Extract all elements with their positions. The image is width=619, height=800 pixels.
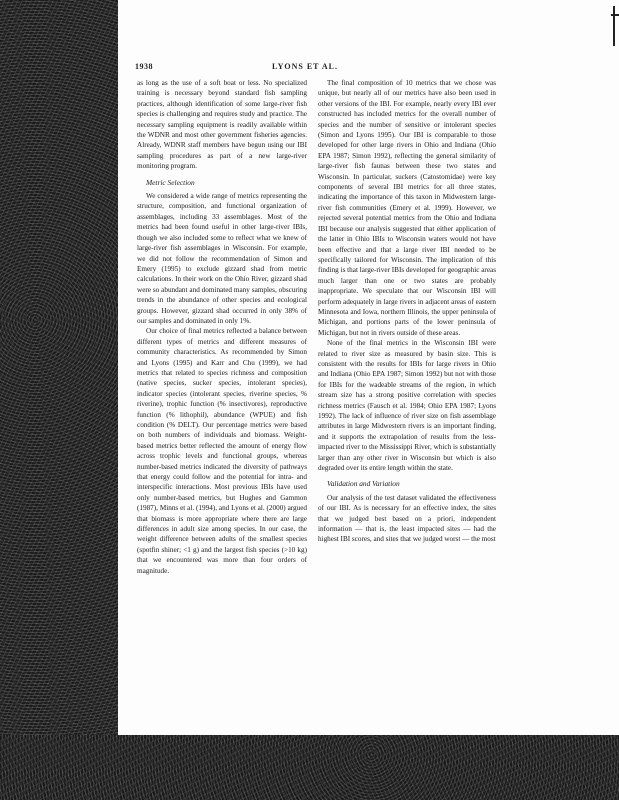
paragraph: Our choice of final metrics reflected a balance between different types of metrics and different measures of community characteristics. As recommended by Simon and Lyons (1995) and Karr and Chu (1999), we had metrics that related to species richness and composition (native species, sucker species, intolerant species), indicator species (intolerant species, riverine species, % riverine), trophic function (% insectivores), reproductive function (% lithophil), abundance (WPUE) and fish condition (% DELT). Our percentage metrics were based on both numbers of individuals and biomass. Weight-based metrics better reflected the amount of energy flow across trophic levels and functional groups, whereas number-based metrics indicated the diversity of pathways that energy could follow and the potential for intra- and interspecific interactions. Most previous IBIs have used only number-based metrics, but Hughes and Gammon (1987), Minns et al. (1994), and Lyons et al. (2000) argued that biomass is more appropriate where there are large differences in adult size among species. In our case, the weight difference between adults of the smallest species (spotfin shiner; <1 g) and the largest fish species (>10 kg) that we encountered was more than four orders of magnitude. (137, 327, 307, 575)
paragraph: None of the final metrics in the Wisconsin IBI were related to river size as measured by basin size. This is consistent with the results for IBIs for large rivers in Ohio and Indiana (Ohio EPA 1987; Simon 1992) but not with those for IBIs for the wadeable streams of the region, in which stream size has a strong positive correlation with species richness metrics (Fausch et al. 1984; Ohio EPA 1987; Lyons 1992). The lack of influence of river size on fish assemblage attributes in large Midwestern rivers is an important finding, and it supports the extrapolation of results from the less-impacted river to the Mississippi River, which is substantially larger than any other river in Wisconsin but which is also degraded over its entire length within the state. (318, 339, 496, 473)
page-number: 1938 (135, 62, 153, 71)
section-heading: Metric Selection (146, 177, 195, 187)
section-heading: Validation and Variation (327, 479, 400, 489)
scan-border-left (0, 0, 118, 800)
left-column (137, 78, 307, 576)
page-header (135, 62, 475, 76)
paragraph: Our analysis of the test dataset validated the effectiveness of our IBI. As is necessary for an effective index, the sites that we judged best based on a priori, independent information — that is, the least impacted sites — had the highest IBI scores, and sites that we judged worst — the most (318, 493, 496, 544)
scan-border-bottom (0, 735, 619, 800)
running-head: LYONS ET AL. (271, 62, 339, 71)
page-edge-mark (603, 6, 615, 46)
paragraph: We considered a wide range of metrics representing the structure, composition, and functional organization of assemblages, including 33 assemblages. Most of the metrics had been found useful in other large-river IBIs, though we also included some to reflect what we knew of large-river fish assemblages in Wisconsin. For example, we did not follow the recommendation of Simon and Emery (1995) to exclude gizzard shad from metric calculations. In their work on the Ohio River, gizzard shad were so abundant and dominated many samples, obscuring trends in the abundance of other species and ecological groups. However, gizzard shad occurred in only 38% of our samples and dominated in only 1%. (137, 192, 307, 325)
paragraph: The final composition of 10 metrics that we chose was unique, but nearly all of our metrics have also been used in other versions of the IBI. For example, nearly every IBI ever constructed has included metrics for the overall number of species and the number of sensitive or intolerant species (Simon and Lyons 1995). Our IBI is comparable to those developed for other large rivers in Ohio and Indiana (Ohio EPA 1987; Simon 1992), reflecting the general similarity of large-river fish faunas between these two states and Wisconsin. In particular, suckers (Catostomidae) were key components of several IBI metrics for all three states, indicating the importance of this taxon in Midwestern large-river fish communities (Emery et al. 1999). However, we rejected several potential metrics from the Ohio and Indiana IBI because our analysis suggested that either application of the latter in Ohio IBIs to Wisconsin waters would not have been effective and that a large river IBI needed to be specifically tailored for Wisconsin. The implication of this finding is that large-river IBIs developed for geographic areas much larger than one or two states are probably inappropriate. We speculate that our Wisconsin IBI will perform adequately in large rivers in adjacent areas of eastern Minnesota and Iowa, northern Illinois, the upper peninsula of Michigan, and portions parts of the lower peninsula of Michigan, but not in rivers outside of these areas. (318, 79, 496, 337)
right-column (318, 78, 496, 545)
paragraph: as long as the use of a soft boat or less. No specialized training is necessary beyond standard fish sampling practices, although identification of some large-river fish species is challenging and requires study and practice. The necessary sampling equipment is readily available within the WDNR and most other government fisheries agencies. Already, WDNR staff members have begun using our IBI sampling procedures as part of a new large-river monitoring program. (137, 79, 307, 171)
